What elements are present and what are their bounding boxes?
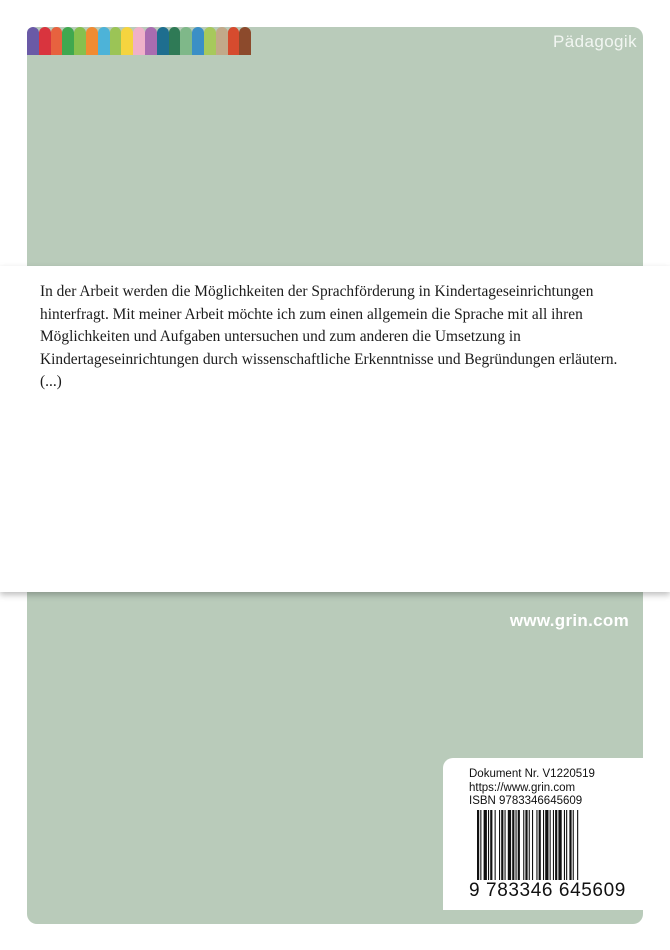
color-stripe	[98, 27, 110, 55]
barcode-number: 9 783346 645609	[469, 880, 626, 901]
isbn: ISBN 9783346645609	[469, 795, 583, 807]
color-stripe	[192, 27, 204, 55]
document-number: Dokument Nr. V1220519	[469, 768, 595, 780]
color-stripe	[145, 27, 157, 55]
category-label: Pädagogik	[553, 32, 637, 51]
info-box	[443, 758, 643, 910]
color-stripe	[51, 27, 63, 55]
color-stripe	[204, 27, 216, 55]
color-stripe	[39, 27, 51, 55]
color-stripes	[27, 27, 251, 55]
color-stripe	[228, 27, 240, 55]
color-stripe	[74, 27, 86, 55]
abstract-text: In der Arbeit werden die Möglichkeiten der Sprachförderung in Kindertageseinrichtungen hinterfragt. Mit meiner Arbeit möchte ich zum einen allgemein die Sprache mit all ihren Möglichkeiten und Aufgaben untersuchen und zum anderen die Umsetzung in Kindertageseinrichtungen durch wissenschaftliche Erkenntnisse und Begründungen erläutern. (...)	[40, 283, 618, 391]
color-stripe	[169, 27, 181, 55]
abstract-panel	[0, 266, 670, 592]
color-stripe	[157, 27, 169, 55]
color-stripe	[180, 27, 192, 55]
color-stripe	[121, 27, 133, 55]
color-stripe	[133, 27, 145, 55]
color-stripe	[27, 27, 39, 55]
document-url: https://www.grin.com	[469, 781, 576, 794]
color-stripe	[216, 27, 228, 55]
color-stripe	[110, 27, 122, 55]
publisher-website: www.grin.com	[509, 611, 629, 630]
color-stripe	[62, 27, 74, 55]
color-stripe	[239, 27, 251, 55]
barcode-icon	[477, 810, 617, 880]
color-stripe	[86, 27, 98, 55]
